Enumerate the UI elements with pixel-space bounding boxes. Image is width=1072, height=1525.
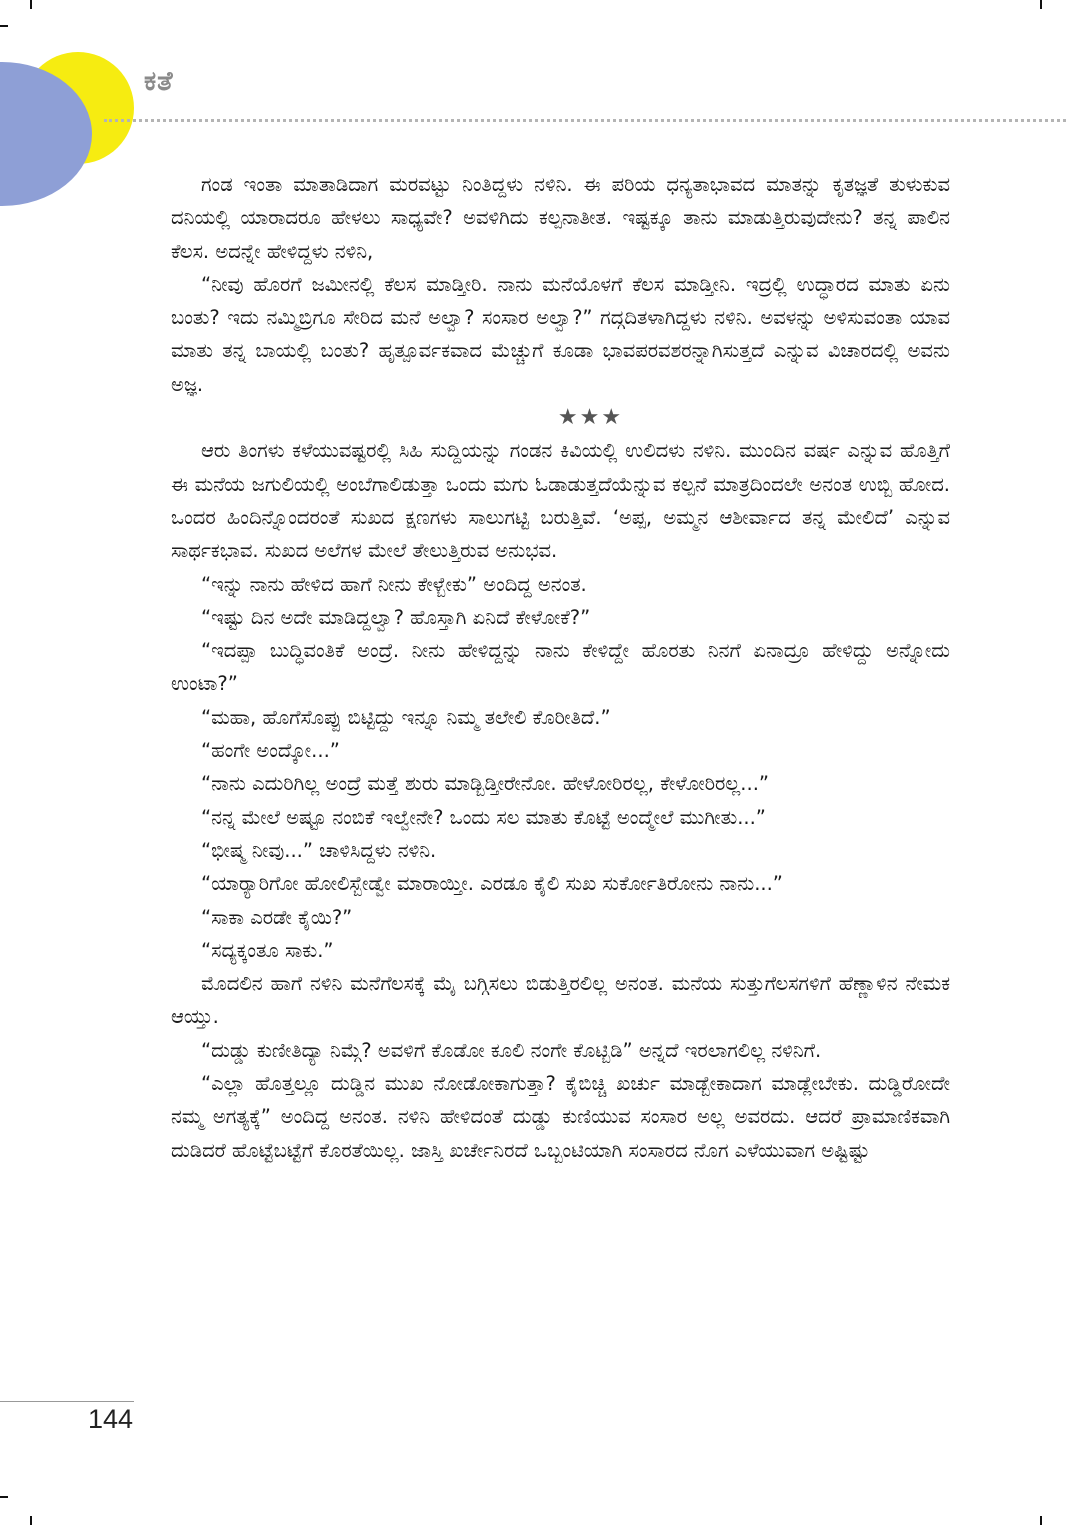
header-dotted-divider <box>104 119 1066 122</box>
paragraph: ಗಂಡ ಇಂತಾ ಮಾತಾಡಿದಾಗ ಮರವಟ್ಟು ನಿಂತಿದ್ದಳು ನಳಿನಿ. ಈ ಪರಿಯ ಧನ್ಯತಾಭಾವದ ಮಾತನ್ನು ಕೃತಜ್ಞತೆ ತುಳುಕುವ ದನಿಯಲ್ಲಿ ಯಾರಾದರೂ ಹೇಳಲು ಸಾಧ್ಯವೇ? ಅವಳಿಗಿದು ಕಲ್ಪನಾತೀತ. ಇಷ್ಟಕ್ಕೂ ತಾನು ಮಾಡುತ್ತಿರುವುದೇನು? ತನ್ನ ಪಾಲಿನ ಕೆಲಸ. ಅದನ್ನೇ ಹೇಳಿದ್ದಳು ನಳಿನಿ, <box>171 173 950 263</box>
story-body <box>171 168 950 1167</box>
page-number: 144 <box>88 1404 134 1434</box>
crop-mark-top-right <box>1040 0 1042 9</box>
paragraph: ಆರು ತಿಂಗಳು ಕಳೆಯುವಷ್ಟರಲ್ಲಿ ಸಿಹಿ ಸುದ್ದಿಯನ್ನು ಗಂಡನ ಕಿವಿಯಲ್ಲಿ ಉಲಿದಳು ನಳಿನಿ. ಮುಂದಿನ ವರ್ಷ ಎನ್ನುವ ಹೊತ್ತಿಗೆ ಈ ಮನೆಯ ಜಗುಲಿಯಲ್ಲಿ ಅಂಬೆಗಾಲಿಡುತ್ತಾ ಒಂದು ಮಗು ಓಡಾಡುತ್ತದೆಯೆನ್ನುವ ಕಲ್ಪನೆ ಮಾತ್ರದಿಂದಲೇ ಅನಂತ ಉಬ್ಬಿ ಹೋದ. ಒಂದರ ಹಿಂದಿನ್ನೊಂದರಂತೆ ಸುಖದ ಕ್ಷಣಗಳು ಸಾಲುಗಟ್ಟಿ ಬರುತ್ತಿವೆ. ‘ಅಪ್ಪ, ಅಮ್ಮನ ಆಶೀರ್ವಾದ ತನ್ನ ಮೇಲಿದೆ’ ಎನ್ನುವ ಸಾರ್ಥಕಭಾವ. ಸುಖದ ಅಲೆಗಳ ಮೇಲೆ ತೇಲುತ್ತಿರುವ ಅನುಭವ. <box>171 439 950 563</box>
paragraph: ಮೊದಲಿನ ಹಾಗೆ ನಳಿನಿ ಮನೆಗೆಲಸಕ್ಕೆ ಮೈ ಬಗ್ಗಿಸಲು ಬಿಡುತ್ತಿರಲಿಲ್ಲ ಅನಂತ. ಮನೆಯ ಸುತ್ತುಗೆಲಸಗಳಿಗೆ ಹೆಣ್ಣಾಳಿನ ನೇಮಕ ಆಯ್ತು. <box>171 972 950 1029</box>
paragraph: “ಎಲ್ಲಾ ಹೊತ್ತಲ್ಲೂ ದುಡ್ಡಿನ ಮುಖ ನೋಡೋಕಾಗುತ್ತಾ? ಕೈಬಿಚ್ಚಿ ಖರ್ಚು ಮಾಡ್ಬೇಕಾದಾಗ ಮಾಡ್ಲೇಬೇಕು. ದುಡ್ಡಿರೋದೇ ನಮ್ಮ ಅಗತ್ಯಕ್ಕೆ” ಅಂದಿದ್ದ ಅನಂತ. ನಳಿನಿ ಹೇಳಿದಂತೆ ದುಡ್ಡು ಕುಣಿಯುವ ಸಂಸಾರ ಅಲ್ಲ ಅವರದು. ಆದರೆ ಪ್ರಾಮಾಣಿಕವಾಗಿ ದುಡಿದರೆ ಹೊಟ್ಟೆಬಟ್ಟೆಗೆ ಕೊರತೆಯಿಲ್ಲ. ಜಾಸ್ತಿ ಖರ್ಚೇನಿರದೆ ಒಬ್ಬಂಟಿಯಾಗಿ ಸಂಸಾರದ ನೊಗ ಎಳೆಯುವಾಗ ಅಷ್ಟಿಷ್ಟು <box>171 1072 950 1162</box>
crop-mark-bottom-right <box>1040 1516 1042 1525</box>
paragraph: “ದುಡ್ಡು ಕುಣೀತಿದ್ಯಾ ನಿಮ್ಗೆ? ಅವಳಿಗೆ ಕೊಡೋ ಕೂಲಿ ನಂಗೇ ಕೊಟ್ಬಿಡಿ” ಅನ್ನದೆ ಇರಲಾಗಲಿಲ್ಲ ನಳಿನಿಗೆ. <box>201 1038 822 1062</box>
paragraph: “ಮಹಾ, ಹೊಗೆಸೊಪ್ಪು ಬಿಟ್ಟಿದ್ದು ಇನ್ನೂ ನಿಮ್ಮ ತಲೇಲಿ ಕೊರೀತಿದೆ.” <box>201 705 611 729</box>
page-number-rule <box>0 1401 134 1402</box>
section-title: ಕತೆ <box>144 66 174 97</box>
paragraph: “ಭೀಷ್ಮ ನೀವು...” ಚಾಳಿಸಿದ್ದಳು ನಳಿನಿ. <box>201 838 437 862</box>
crop-mark-bottom-left <box>30 1516 32 1525</box>
crop-mark-left-upper <box>0 25 8 27</box>
section-break-stars: ★★★ <box>557 405 624 431</box>
paragraph: “ಹಂಗೇ ಅಂದ್ಕೋ...” <box>201 739 340 763</box>
paragraph: “ಇಷ್ಟು ದಿನ ಅದೇ ಮಾಡಿದ್ದಲ್ವಾ? ಹೊಸ್ತಾಗಿ ಏನಿದೆ ಕೇಳೋಕೆ?” <box>201 605 591 629</box>
paragraph: “ಸದ್ಯಕ್ಕಂತೂ ಸಾಕು.” <box>201 938 334 962</box>
paragraph: “ನಾನು ಎದುರಿಗಿಲ್ಲ ಅಂದ್ರೆ ಮತ್ತೆ ಶುರು ಮಾಡ್ಬಿಡ್ತೀರೇನೋ. ಹೇಳೋರಿರಲ್ಲ, ಕೇಳೋರಿರಲ್ಲ...” <box>201 772 769 796</box>
crop-mark-top-left <box>30 0 32 9</box>
paragraph: “ಯಾರ್‍ಯಾರಿಗೋ ಹೋಲಿಸ್ಬೇಡ್ವೇ ಮಾರಾಯ್ತೀ. ಎರಡೂ ಕೈಲಿ ಸುಖ ಸುರ್ಕೋತಿರೋನು ನಾನು...” <box>201 872 783 896</box>
crop-mark-left-lower <box>0 1496 8 1498</box>
paragraph: “ನನ್ನ ಮೇಲೆ ಅಷ್ಟೂ ನಂಬಿಕೆ ಇಲ್ವೇನೇ? ಒಂದು ಸಲ ಮಾತು ಕೊಟ್ಟೆ ಅಂದ್ಮೇಲೆ ಮುಗೀತು...” <box>201 805 766 829</box>
paragraph: “ಸಾಕಾ ಎರಡೇ ಕೈಯಿ?” <box>201 905 353 929</box>
paragraph: “ಇದಪ್ಪಾ ಬುದ್ಧಿವಂತಿಕೆ ಅಂದ್ರೆ. ನೀನು ಹೇಳಿದ್ದನ್ನು ನಾನು ಕೇಳಿದ್ದೇ ಹೊರತು ನಿನಗೆ ಏನಾದ್ರೂ ಹೇಳಿದ್ದು ಅನ್ನೋದು ಉಂಟಾ?” <box>171 639 950 696</box>
paragraph: “ಇನ್ನು ನಾನು ಹೇಳಿದ ಹಾಗೆ ನೀನು ಕೇಳ್ಬೇಕು” ಅಂದಿದ್ದ ಅನಂತ. <box>201 572 587 596</box>
paragraph: “ನೀವು ಹೊರಗೆ ಜಮೀನಲ್ಲಿ ಕೆಲಸ ಮಾಡ್ತೀರಿ. ನಾನು ಮನೆಯೊಳಗೆ ಕೆಲಸ ಮಾಡ್ತೀನಿ. ಇದ್ರಲ್ಲಿ ಉದ್ಧಾರದ ಮಾತು ಏನು ಬಂತು? ಇದು ನಮ್ಮಿಬ್ರಿಗೂ ಸೇರಿದ ಮನೆ ಅಲ್ವಾ? ಸಂಸಾರ ಅಲ್ವಾ?” ಗದ್ಗದಿತಳಾಗಿದ್ದಳು ನಳಿನಿ. ಅವಳನ್ನು ಅಳಿಸುವಂತಾ ಯಾವ ಮಾತು ತನ್ನ ಬಾಯಲ್ಲಿ ಬಂತು? ಹೃತ್ಪೂರ್ವಕವಾದ ಮೆಚ್ಚುಗೆ ಕೂಡಾ ಭಾವಪರವಶರನ್ನಾಗಿಸುತ್ತದೆ ಎನ್ನುವ ವಿಚಾರದಲ್ಲಿ ಅವನು ಅಜ್ಞ. <box>171 272 950 396</box>
